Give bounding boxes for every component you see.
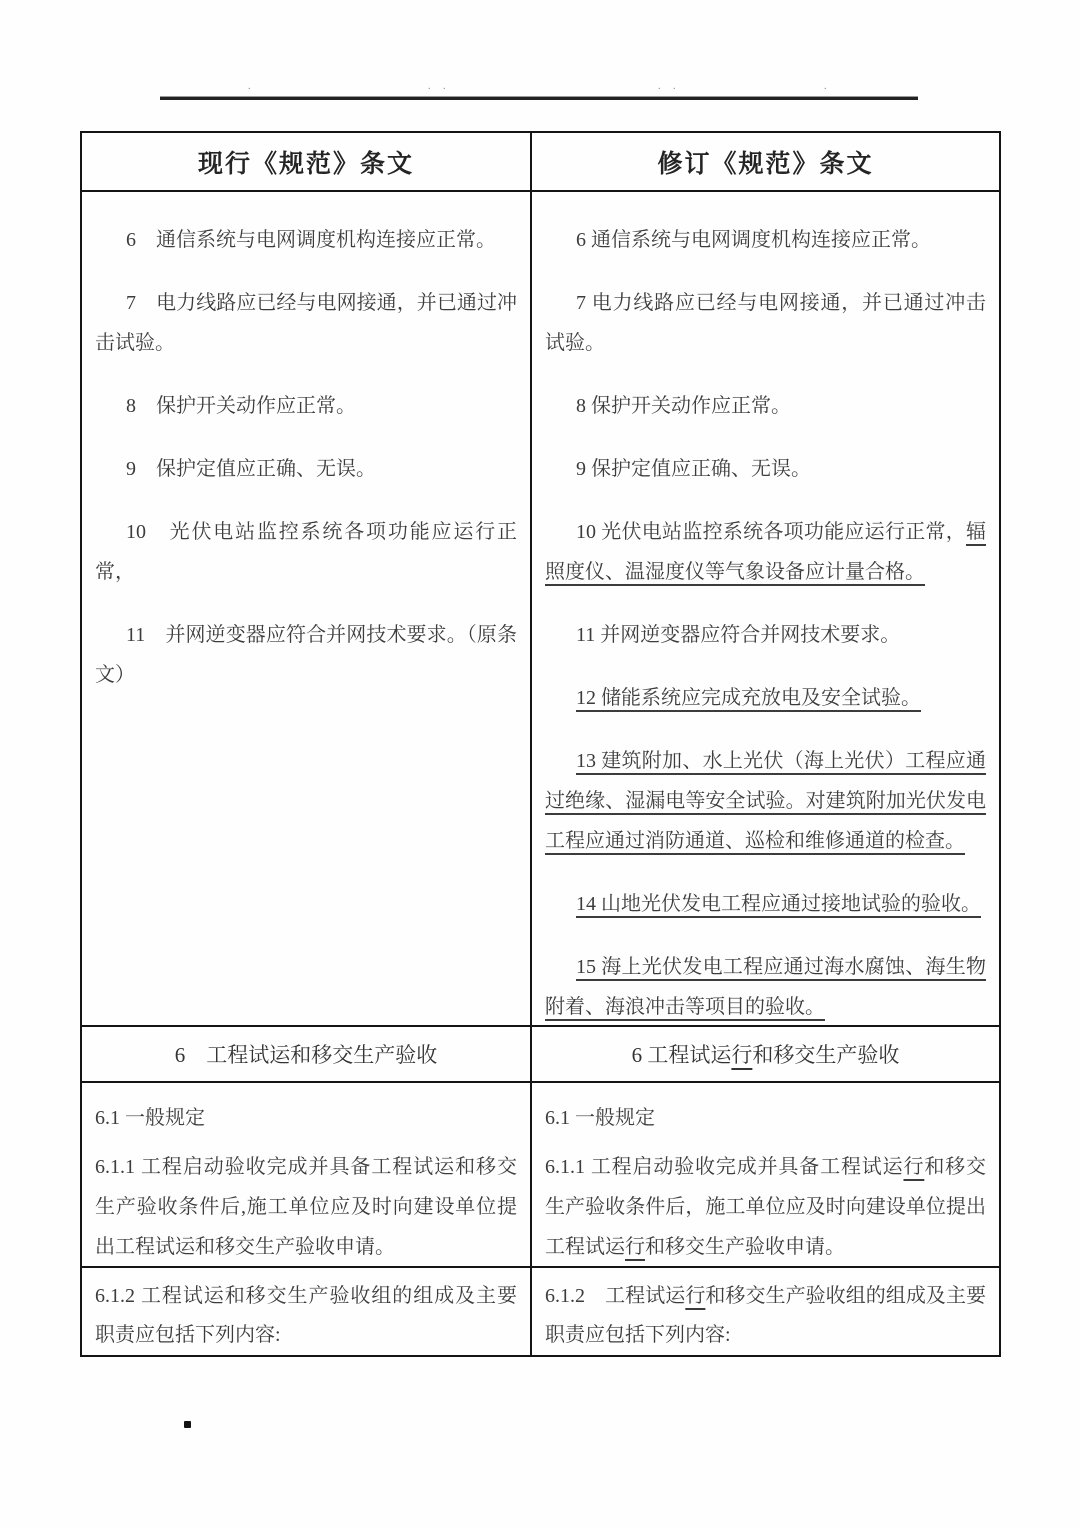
text-segment: 和移交生产验收条件后，施工单位应及时向建设单位提出工程试运 [545, 1156, 987, 1258]
column-header-revised-code: 修订《规范》条文 [532, 133, 999, 192]
cell-revised-provisions [532, 192, 999, 1027]
paragraph [95, 449, 517, 489]
underlined-text: 行 [685, 1285, 706, 1307]
faint-ink-mark: . [824, 81, 832, 92]
paragraph [175, 1039, 438, 1069]
text-segment: 10 光伏电站监控系统各项功能应运行正常， [95, 521, 517, 583]
text-segment: 7 电力线路应已经与电网接通，并已通过冲击试验。 [545, 292, 986, 354]
text-segment: 和移交生产验收申请。 [645, 1236, 845, 1258]
text-segment: 8 保护开关动作应正常。 [126, 395, 356, 417]
text-segment: 和移交生产验收组的组成及主要职责应包括下列内容: [545, 1285, 987, 1346]
page-top-rule [160, 96, 918, 100]
cell-current-provisions [82, 192, 532, 1027]
paragraph [545, 386, 986, 426]
paragraph [545, 1277, 986, 1355]
text-segment: 6.1.2 工程试运 [545, 1285, 686, 1307]
faint-ink-mark: . . [428, 81, 451, 92]
underlined-text: 行 [625, 1236, 645, 1258]
text-segment: 8 保护开关动作应正常。 [576, 395, 791, 417]
text-segment: 6 通信系统与电网调度机构连接应正常。 [126, 229, 496, 251]
cell-current-chapter-title [82, 1027, 532, 1083]
text-segment: 6.1.1 工程启动验收完成并具备工程试运 [545, 1156, 904, 1178]
text-segment: 9 保护定值应正确、无误。 [576, 458, 811, 480]
paragraph [95, 1147, 517, 1267]
text-segment: 6.1.1 工程启动验收完成并具备工程试运和移交生产验收条件后,施工单位应及时向建设单位提出工程试运和移交生产验收申请。 [95, 1156, 517, 1258]
faint-ink-mark: . . [658, 81, 681, 92]
paragraph [545, 947, 986, 1027]
paragraph [95, 512, 517, 592]
paragraph [95, 220, 517, 260]
underlined-text: 14 山地光伏发电工程应通过接地试验的验收。 [576, 893, 981, 915]
paragraph [95, 283, 517, 363]
paragraph [95, 386, 517, 426]
text-segment: 11 并网逆变器应符合并网技术要求。 [576, 624, 901, 646]
text-segment: 11 并网逆变器应符合并网技术要求。（原条文） [95, 624, 517, 686]
text-segment: 6 工程试运 [631, 1043, 732, 1067]
text-segment: 6.1 一般规定 [545, 1107, 655, 1129]
paragraph [545, 283, 986, 363]
underlined-text: 辐照度仪、温湿度仪等气象设备应计量合格。 [545, 521, 986, 583]
paragraph [545, 884, 986, 924]
paragraph [545, 741, 986, 861]
text-segment: 6 通信系统与电网调度机构连接应正常。 [576, 229, 931, 251]
paragraph [95, 1277, 517, 1355]
text-segment: 6 工程试运和移交生产验收 [174, 1043, 438, 1067]
code-comparison-table [80, 131, 1001, 1357]
underlined-text: 15 海上光伏发电工程应通过海水腐蚀、海生物附着、海浪冲击等项目的验收。 [545, 956, 986, 1018]
column-header-current-code: 现行《规范》条文 [82, 133, 532, 192]
text-segment: 7 电力线路应已经与电网接通，并已通过冲击试验。 [95, 292, 517, 354]
cell-current-612-clause [82, 1268, 532, 1355]
ink-dot [184, 1421, 191, 1428]
paragraph [545, 449, 986, 489]
paragraph [545, 615, 986, 655]
text-segment: 6.1 一般规定 [95, 1107, 205, 1129]
underlined-text: 13 建筑附加、水上光伏（海上光伏）工程应通过绝缘、湿漏电等安全试验。对建筑附加光伏发电工程应通过消防通道、巡检和维修通道的检查。 [545, 750, 986, 852]
paragraph [545, 220, 986, 260]
cell-revised-chapter-title [532, 1027, 999, 1083]
underlined-text: 行 [731, 1043, 753, 1067]
cell-current-general-provisions [82, 1083, 532, 1268]
faint-ink-mark: . [248, 81, 256, 92]
text-segment: 9 保护定值应正确、无误。 [126, 458, 376, 480]
cell-revised-general-provisions [532, 1083, 999, 1268]
paragraph [632, 1039, 900, 1069]
text-segment: 10 光伏电站监控系统各项功能应运行正常， [576, 521, 966, 543]
paragraph [545, 512, 986, 592]
cell-revised-612-clause [532, 1268, 999, 1355]
paragraph [545, 1147, 986, 1267]
underlined-text: 行 [903, 1156, 925, 1178]
text-segment: 6.1.2 工程试运和移交生产验收组的组成及主要职责应包括下列内容: [95, 1285, 517, 1346]
paragraph [95, 1098, 517, 1138]
paragraph [545, 678, 986, 718]
paragraph [95, 615, 517, 695]
underlined-text: 12 储能系统应完成充放电及安全试验。 [576, 687, 921, 709]
text-segment: 和移交生产验收 [752, 1043, 900, 1067]
paragraph [545, 1098, 986, 1138]
